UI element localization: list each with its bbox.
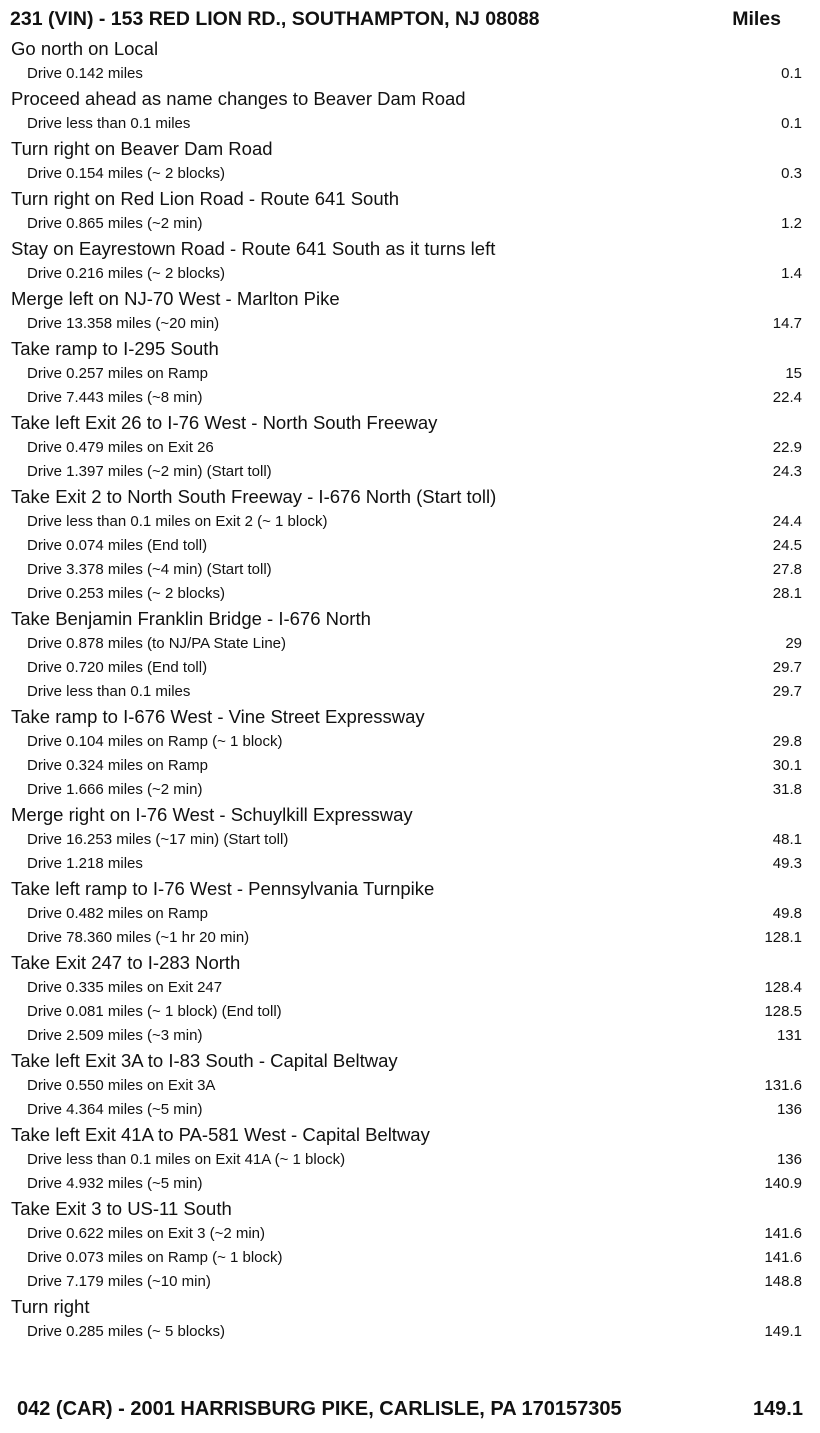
drive-row (0, 778, 820, 802)
drive-text: Drive 0.479 miles on Exit 26 (27, 439, 214, 456)
drive-row (0, 362, 820, 386)
drive-text: Drive 78.360 miles (~1 hr 20 min) (27, 929, 250, 946)
drive-row (0, 1148, 820, 1172)
direction-step: Take left Exit 26 to I-76 West - North South Freeway (11, 412, 438, 433)
drive-row (0, 62, 820, 86)
drive-text: Drive 0.865 miles (~2 min) (27, 215, 203, 232)
drive-text: Drive 0.216 miles (~ 2 blocks) (27, 265, 225, 282)
drive-row (0, 754, 820, 778)
drive-text: Drive 3.378 miles (~4 min) (Start toll) (27, 561, 272, 578)
cumulative-miles: 128.4 (764, 979, 802, 996)
drive-text: Drive 4.364 miles (~5 min) (27, 1101, 203, 1118)
drive-text: Drive 0.720 miles (End toll) (27, 659, 208, 676)
drive-row (0, 558, 820, 582)
drive-row (0, 112, 820, 136)
drive-text: Drive 7.443 miles (~8 min) (27, 389, 203, 406)
drive-text: Drive 0.253 miles (~ 2 blocks) (27, 585, 225, 602)
cumulative-miles: 149.1 (764, 1323, 802, 1340)
drive-text: Drive 1.397 miles (~2 min) (Start toll) (27, 463, 272, 480)
drive-text: Drive 0.154 miles (~ 2 blocks) (27, 165, 225, 182)
cumulative-miles: 24.5 (772, 537, 802, 554)
cumulative-miles: 140.9 (764, 1175, 802, 1192)
drive-text: Drive less than 0.1 miles (27, 115, 191, 132)
cumulative-miles: 49.8 (772, 905, 802, 922)
drive-text: Drive 0.104 miles on Ramp (~ 1 block) (27, 733, 283, 750)
drive-row (0, 680, 820, 704)
drive-text: Drive 0.081 miles (~ 1 block) (End toll) (27, 1003, 282, 1020)
drive-row (0, 1270, 820, 1294)
directions-list (0, 36, 820, 1344)
direction-step: Merge left on NJ-70 West - Marlton Pike (11, 288, 340, 309)
drive-text: Drive 0.550 miles on Exit 3A (27, 1077, 216, 1094)
origin-title: 231 (VIN) - 153 RED LION RD., SOUTHAMPTON, NJ 08088 (10, 8, 540, 30)
cumulative-miles: 136 (776, 1101, 802, 1118)
cumulative-miles: 29 (785, 635, 802, 652)
cumulative-miles: 28.1 (772, 585, 802, 602)
drive-row (0, 976, 820, 1000)
total-miles: 149.1 (752, 1398, 803, 1420)
direction-step: Turn right on Beaver Dam Road (11, 138, 273, 159)
drive-row (0, 212, 820, 236)
cumulative-miles: 27.8 (772, 561, 802, 578)
drive-row (0, 926, 820, 950)
direction-step: Take ramp to I-676 West - Vine Street Expressway (11, 706, 425, 727)
cumulative-miles: 0.3 (781, 165, 802, 182)
drive-row (0, 262, 820, 286)
cumulative-miles: 49.3 (772, 855, 802, 872)
cumulative-miles: 14.7 (772, 315, 802, 332)
drive-text: Drive 0.142 miles (27, 65, 143, 82)
drive-text: Drive 0.285 miles (~ 5 blocks) (27, 1323, 225, 1340)
drive-text: Drive 0.482 miles on Ramp (27, 905, 208, 922)
drive-row (0, 582, 820, 606)
drive-row (0, 1172, 820, 1196)
drive-text: Drive 0.335 miles on Exit 247 (27, 979, 223, 996)
cumulative-miles: 148.8 (764, 1273, 802, 1290)
drive-text: Drive 0.257 miles on Ramp (27, 365, 208, 382)
drive-row (0, 1098, 820, 1122)
direction-step: Take ramp to I-295 South (11, 338, 219, 359)
cumulative-miles: 1.4 (781, 265, 802, 282)
route-footer (17, 1394, 805, 1424)
cumulative-miles: 141.6 (764, 1225, 802, 1242)
drive-row (0, 632, 820, 656)
drive-row (0, 534, 820, 558)
drive-text: Drive 7.179 miles (~10 min) (27, 1273, 211, 1290)
drive-text: Drive 0.878 miles (to NJ/PA State Line) (27, 635, 286, 652)
drive-row (0, 1222, 820, 1246)
cumulative-miles: 29.7 (772, 659, 802, 676)
drive-text: Drive 0.622 miles on Exit 3 (~2 min) (27, 1225, 266, 1242)
direction-step: Take Benjamin Franklin Bridge - I-676 North (11, 608, 371, 629)
cumulative-miles: 131.6 (764, 1077, 802, 1094)
drive-text: Drive 0.324 miles on Ramp (27, 757, 208, 774)
cumulative-miles: 1.2 (781, 215, 802, 232)
drive-row (0, 902, 820, 926)
drive-text: Drive less than 0.1 miles (27, 683, 191, 700)
drive-text: Drive 13.358 miles (~20 min) (27, 315, 220, 332)
drive-row (0, 1320, 820, 1344)
drive-row (0, 162, 820, 186)
cumulative-miles: 128.5 (764, 1003, 802, 1020)
cumulative-miles: 30.1 (772, 757, 802, 774)
drive-row (0, 1000, 820, 1024)
miles-column-header: Miles (732, 8, 781, 30)
cumulative-miles: 141.6 (764, 1249, 802, 1266)
drive-row (0, 386, 820, 410)
drive-text: Drive 1.218 miles (27, 855, 143, 872)
cumulative-miles: 15 (785, 365, 802, 382)
cumulative-miles: 29.8 (772, 733, 802, 750)
drive-text: Drive 0.074 miles (End toll) (27, 537, 208, 554)
direction-step: Stay on Eayrestown Road - Route 641 South as it turns left (11, 238, 496, 259)
cumulative-miles: 22.9 (772, 439, 802, 456)
drive-row (0, 730, 820, 754)
cumulative-miles: 128.1 (764, 929, 802, 946)
direction-step: Take Exit 3 to US-11 South (11, 1198, 232, 1219)
direction-step: Take left Exit 3A to I-83 South - Capital Beltway (11, 1050, 398, 1071)
cumulative-miles: 0.1 (781, 65, 802, 82)
direction-step: Take left ramp to I-76 West - Pennsylvania Turnpike (11, 878, 435, 899)
direction-step: Take Exit 247 to I-283 North (11, 952, 241, 973)
cumulative-miles: 24.3 (772, 463, 802, 480)
drive-text: Drive 1.666 miles (~2 min) (27, 781, 203, 798)
drive-row (0, 510, 820, 534)
drive-text: Drive 4.932 miles (~5 min) (27, 1175, 203, 1192)
drive-row (0, 436, 820, 460)
cumulative-miles: 29.7 (772, 683, 802, 700)
direction-step: Proceed ahead as name changes to Beaver Dam Road (11, 88, 466, 109)
cumulative-miles: 136 (776, 1151, 802, 1168)
cumulative-miles: 131 (776, 1027, 802, 1044)
drive-text: Drive 16.253 miles (~17 min) (Start toll) (27, 831, 289, 848)
cumulative-miles: 22.4 (772, 389, 802, 406)
direction-step: Take Exit 2 to North South Freeway - I-676 North (Start toll) (11, 486, 497, 507)
direction-step: Merge right on I-76 West - Schuylkill Expressway (11, 804, 413, 825)
route-header (10, 6, 805, 36)
drive-text: Drive 0.073 miles on Ramp (~ 1 block) (27, 1249, 283, 1266)
drive-row (0, 312, 820, 336)
direction-step: Turn right (11, 1296, 90, 1317)
drive-row (0, 1024, 820, 1048)
cumulative-miles: 31.8 (772, 781, 802, 798)
drive-row (0, 1246, 820, 1270)
drive-row (0, 460, 820, 484)
drive-text: Drive less than 0.1 miles on Exit 2 (~ 1 block) (27, 513, 328, 530)
drive-row (0, 852, 820, 876)
direction-step: Go north on Local (11, 38, 159, 59)
cumulative-miles: 48.1 (772, 831, 802, 848)
drive-text: Drive less than 0.1 miles on Exit 41A (~ 1 block) (27, 1151, 346, 1168)
drive-row (0, 656, 820, 680)
drive-row (0, 1074, 820, 1098)
drive-row (0, 828, 820, 852)
cumulative-miles: 0.1 (781, 115, 802, 132)
direction-step: Take left Exit 41A to PA-581 West - Capital Beltway (11, 1124, 430, 1145)
drive-text: Drive 2.509 miles (~3 min) (27, 1027, 203, 1044)
direction-step: Turn right on Red Lion Road - Route 641 South (11, 188, 400, 209)
destination-title: 042 (CAR) - 2001 HARRISBURG PIKE, CARLISLE, PA 170157305 (17, 1398, 622, 1420)
cumulative-miles: 24.4 (772, 513, 802, 530)
